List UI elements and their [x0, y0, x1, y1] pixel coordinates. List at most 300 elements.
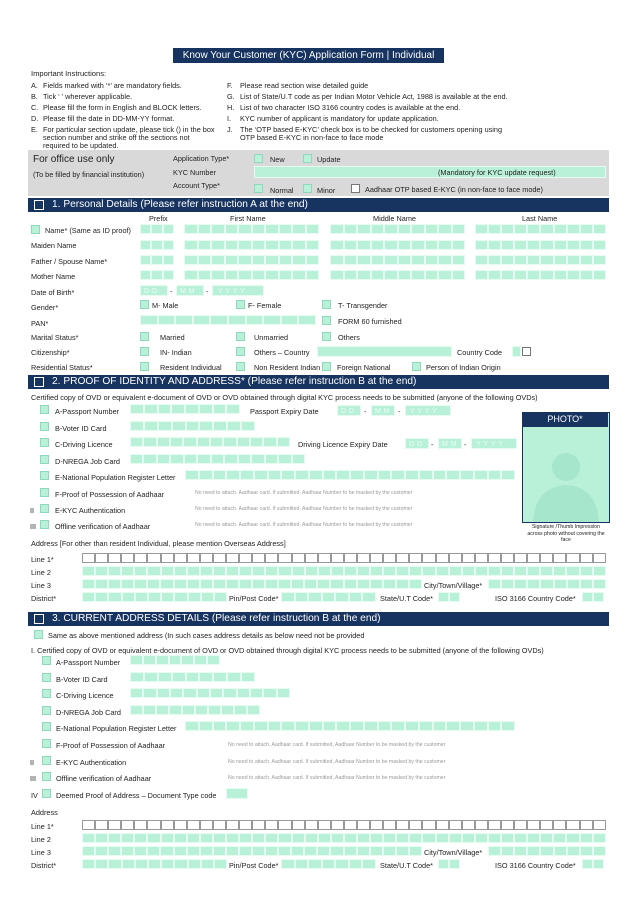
char-cell[interactable] — [330, 240, 344, 250]
char-cell[interactable] — [391, 721, 405, 731]
char-cell[interactable] — [263, 437, 276, 447]
char-cell[interactable] — [201, 859, 214, 869]
char-cell[interactable] — [322, 592, 336, 602]
curr-line1-input[interactable] — [82, 820, 606, 830]
char-cell[interactable] — [593, 240, 606, 250]
char-cell[interactable] — [433, 470, 447, 480]
char-cell[interactable] — [130, 421, 144, 431]
char-cell[interactable] — [238, 454, 251, 464]
first-name-input[interactable] — [184, 224, 319, 234]
char-cell[interactable] — [174, 566, 187, 576]
char-cell[interactable] — [593, 553, 606, 563]
char-cell[interactable] — [158, 404, 172, 414]
char-cell[interactable] — [156, 705, 169, 715]
char-cell[interactable] — [161, 820, 174, 830]
char-cell[interactable] — [364, 721, 378, 731]
char-cell[interactable] — [344, 553, 357, 563]
char-cell[interactable] — [187, 846, 200, 856]
char-cell[interactable] — [331, 820, 344, 830]
char-cell[interactable] — [554, 240, 567, 250]
curr-driving-licence-checkbox[interactable] — [42, 689, 51, 698]
char-cell[interactable] — [252, 553, 265, 563]
char-cell[interactable] — [323, 470, 337, 480]
npr-checkbox[interactable] — [40, 471, 49, 480]
char-cell[interactable] — [158, 421, 172, 431]
married-checkbox[interactable] — [140, 332, 149, 341]
char-cell[interactable] — [344, 833, 357, 843]
char-cell[interactable] — [449, 859, 460, 869]
char-cell[interactable] — [223, 437, 236, 447]
curr-voter-id-checkbox[interactable] — [42, 673, 51, 682]
char-cell[interactable] — [147, 846, 160, 856]
char-cell[interactable] — [201, 592, 214, 602]
char-cell[interactable] — [108, 592, 121, 602]
char-cell[interactable] — [433, 721, 447, 731]
char-cell[interactable] — [251, 454, 264, 464]
char-cell[interactable] — [331, 833, 344, 843]
char-cell[interactable] — [305, 553, 318, 563]
char-cell[interactable] — [593, 846, 606, 856]
char-cell[interactable] — [425, 255, 439, 265]
char-cell[interactable] — [265, 820, 278, 830]
char-cell[interactable] — [95, 592, 108, 602]
char-cell[interactable] — [200, 833, 213, 843]
char-cell[interactable] — [227, 672, 241, 682]
char-cell[interactable] — [384, 255, 398, 265]
char-cell[interactable] — [514, 224, 527, 234]
char-cell[interactable] — [446, 470, 460, 480]
char-cell[interactable] — [593, 592, 604, 602]
char-cell[interactable] — [213, 404, 227, 414]
middle-name-input[interactable] — [330, 224, 465, 234]
char-cell[interactable] — [265, 224, 279, 234]
char-cell[interactable] — [554, 270, 567, 280]
curr-nrega-checkbox[interactable] — [42, 706, 51, 715]
char-cell[interactable] — [252, 833, 265, 843]
char-cell[interactable] — [239, 579, 252, 589]
char-cell[interactable] — [279, 255, 293, 265]
char-cell[interactable] — [95, 846, 108, 856]
char-cell[interactable] — [488, 470, 502, 480]
char-cell[interactable] — [279, 270, 293, 280]
char-cell[interactable] — [250, 688, 263, 698]
char-cell[interactable] — [462, 833, 475, 843]
char-cell[interactable] — [143, 705, 156, 715]
char-cell[interactable] — [425, 240, 439, 250]
char-cell[interactable] — [475, 224, 488, 234]
char-cell[interactable] — [335, 859, 349, 869]
char-cell[interactable] — [265, 579, 278, 589]
deemed-checkbox[interactable] — [42, 789, 51, 798]
indian-checkbox[interactable] — [140, 347, 149, 356]
char-cell[interactable] — [580, 240, 593, 250]
char-cell[interactable] — [239, 566, 252, 576]
first-name-input[interactable] — [184, 255, 319, 265]
char-cell[interactable] — [291, 579, 304, 589]
char-cell[interactable] — [501, 553, 514, 563]
char-cell[interactable] — [383, 553, 396, 563]
char-cell[interactable] — [554, 846, 567, 856]
char-cell[interactable] — [200, 579, 213, 589]
char-cell[interactable] — [121, 553, 134, 563]
transgender-checkbox[interactable] — [322, 300, 331, 309]
char-cell[interactable] — [121, 566, 134, 576]
char-cell[interactable] — [438, 859, 449, 869]
char-cell[interactable] — [488, 566, 501, 576]
char-cell[interactable] — [265, 833, 278, 843]
char-cell[interactable] — [134, 579, 147, 589]
char-cell[interactable] — [254, 470, 268, 480]
char-cell[interactable] — [198, 240, 212, 250]
last-name-input[interactable] — [475, 240, 606, 250]
char-cell[interactable] — [308, 859, 322, 869]
char-cell[interactable] — [281, 592, 295, 602]
char-cell[interactable] — [567, 240, 580, 250]
char-cell[interactable] — [278, 566, 291, 576]
char-cell[interactable] — [134, 553, 147, 563]
char-cell[interactable] — [422, 820, 435, 830]
char-cell[interactable] — [174, 846, 187, 856]
char-cell[interactable] — [279, 240, 293, 250]
char-cell[interactable] — [163, 255, 174, 265]
char-cell[interactable] — [82, 820, 95, 830]
char-cell[interactable] — [238, 270, 252, 280]
char-cell[interactable] — [170, 437, 183, 447]
char-cell[interactable] — [350, 721, 364, 731]
char-cell[interactable] — [501, 240, 514, 250]
char-cell[interactable] — [239, 820, 252, 830]
char-cell[interactable] — [335, 592, 349, 602]
char-cell[interactable] — [130, 655, 143, 665]
char-cell[interactable] — [446, 721, 460, 731]
curr-pin-input[interactable] — [281, 859, 376, 869]
char-cell[interactable] — [239, 553, 252, 563]
char-cell[interactable] — [396, 833, 409, 843]
char-cell[interactable] — [318, 553, 331, 563]
char-cell[interactable] — [241, 421, 255, 431]
char-cell[interactable] — [411, 240, 425, 250]
char-cell[interactable] — [225, 255, 239, 265]
char-cell[interactable] — [580, 833, 593, 843]
char-cell[interactable] — [108, 553, 121, 563]
char-cell[interactable] — [183, 437, 196, 447]
curr-state-input[interactable] — [438, 859, 460, 869]
char-cell[interactable] — [383, 820, 396, 830]
char-cell[interactable] — [462, 553, 475, 563]
char-cell[interactable] — [582, 592, 593, 602]
char-cell[interactable] — [225, 224, 239, 234]
char-cell[interactable] — [161, 833, 174, 843]
char-cell[interactable] — [553, 833, 566, 843]
char-cell[interactable] — [488, 255, 501, 265]
char-cell[interactable] — [488, 553, 501, 563]
char-cell[interactable] — [281, 859, 295, 869]
char-cell[interactable] — [171, 404, 185, 414]
curr-npr-input[interactable] — [185, 721, 515, 731]
char-cell[interactable] — [278, 820, 291, 830]
curr-ekyc-checkbox[interactable] — [42, 756, 51, 765]
dl-expiry-dd[interactable] — [405, 438, 429, 449]
char-cell[interactable] — [226, 846, 239, 856]
char-cell[interactable] — [207, 655, 220, 665]
char-cell[interactable] — [317, 846, 330, 856]
char-cell[interactable] — [449, 820, 462, 830]
char-cell[interactable] — [199, 404, 213, 414]
char-cell[interactable] — [210, 688, 223, 698]
char-cell[interactable] — [265, 846, 278, 856]
char-cell[interactable] — [488, 270, 501, 280]
char-cell[interactable] — [198, 224, 212, 234]
char-cell[interactable] — [370, 846, 383, 856]
char-cell[interactable] — [213, 470, 227, 480]
char-cell[interactable] — [452, 240, 466, 250]
char-cell[interactable] — [411, 270, 425, 280]
char-cell[interactable] — [134, 846, 147, 856]
char-cell[interactable] — [226, 566, 239, 576]
char-cell[interactable] — [163, 270, 174, 280]
char-cell[interactable] — [318, 566, 331, 576]
char-cell[interactable] — [344, 579, 357, 589]
char-cell[interactable] — [308, 592, 322, 602]
char-cell[interactable] — [130, 688, 143, 698]
char-cell[interactable] — [540, 820, 553, 830]
char-cell[interactable] — [292, 454, 305, 464]
char-cell[interactable] — [306, 255, 320, 265]
char-cell[interactable] — [409, 846, 422, 856]
char-cell[interactable] — [593, 833, 606, 843]
char-cell[interactable] — [462, 820, 475, 830]
char-cell[interactable] — [250, 437, 263, 447]
char-cell[interactable] — [593, 224, 606, 234]
char-cell[interactable] — [378, 721, 392, 731]
char-cell[interactable] — [277, 437, 290, 447]
char-cell[interactable] — [265, 240, 279, 250]
char-cell[interactable] — [501, 820, 514, 830]
char-cell[interactable] — [398, 270, 412, 280]
char-cell[interactable] — [292, 566, 305, 576]
char-cell[interactable] — [252, 820, 265, 830]
char-cell[interactable] — [226, 833, 239, 843]
char-cell[interactable] — [357, 224, 371, 234]
char-cell[interactable] — [238, 224, 252, 234]
char-cell[interactable] — [95, 859, 108, 869]
char-cell[interactable] — [144, 421, 158, 431]
perm-line3-input[interactable] — [82, 579, 422, 589]
npr-input[interactable] — [185, 470, 515, 480]
char-cell[interactable] — [161, 553, 174, 563]
char-cell[interactable] — [174, 859, 187, 869]
char-cell[interactable] — [226, 820, 239, 830]
char-cell[interactable] — [130, 705, 143, 715]
middle-name-input[interactable] — [330, 255, 465, 265]
char-cell[interactable] — [157, 437, 170, 447]
char-cell[interactable] — [566, 833, 579, 843]
char-cell[interactable] — [156, 655, 169, 665]
char-cell[interactable] — [438, 270, 452, 280]
char-cell[interactable] — [514, 240, 527, 250]
char-cell[interactable] — [225, 270, 239, 280]
char-cell[interactable] — [396, 553, 409, 563]
char-cell[interactable] — [540, 255, 553, 265]
char-cell[interactable] — [187, 566, 200, 576]
char-cell[interactable] — [130, 454, 143, 464]
char-cell[interactable] — [398, 240, 412, 250]
char-cell[interactable] — [82, 579, 95, 589]
char-cell[interactable] — [362, 592, 376, 602]
char-cell[interactable] — [147, 553, 160, 563]
char-cell[interactable] — [82, 592, 95, 602]
char-cell[interactable] — [292, 270, 306, 280]
country-code-2[interactable] — [522, 347, 531, 356]
perm-iso-input[interactable] — [582, 592, 604, 602]
char-cell[interactable] — [567, 270, 580, 280]
char-cell[interactable] — [318, 820, 331, 830]
char-cell[interactable] — [265, 255, 279, 265]
char-cell[interactable] — [540, 566, 553, 576]
char-cell[interactable] — [514, 579, 527, 589]
char-cell[interactable] — [405, 721, 419, 731]
char-cell[interactable] — [108, 579, 121, 589]
char-cell[interactable] — [223, 688, 236, 698]
char-cell[interactable] — [501, 224, 514, 234]
driving-licence-checkbox[interactable] — [40, 438, 49, 447]
aadhaar-checkbox[interactable] — [40, 488, 49, 497]
char-cell[interactable] — [580, 566, 593, 576]
others-marital-checkbox[interactable] — [322, 332, 331, 341]
char-cell[interactable] — [184, 224, 198, 234]
char-cell[interactable] — [240, 721, 254, 731]
char-cell[interactable] — [211, 255, 225, 265]
char-cell[interactable] — [198, 255, 212, 265]
char-cell[interactable] — [409, 833, 422, 843]
char-cell[interactable] — [140, 224, 151, 234]
last-name-input[interactable] — [475, 255, 606, 265]
char-cell[interactable] — [187, 579, 200, 589]
char-cell[interactable] — [247, 705, 260, 715]
char-cell[interactable] — [121, 579, 134, 589]
char-cell[interactable] — [422, 553, 435, 563]
char-cell[interactable] — [409, 553, 422, 563]
char-cell[interactable] — [344, 846, 357, 856]
char-cell[interactable] — [199, 721, 213, 731]
char-cell[interactable] — [188, 592, 201, 602]
middle-name-input[interactable] — [330, 270, 465, 280]
char-cell[interactable] — [208, 705, 221, 715]
char-cell[interactable] — [210, 437, 223, 447]
char-cell[interactable] — [527, 270, 540, 280]
char-cell[interactable] — [148, 592, 161, 602]
new-checkbox[interactable] — [254, 154, 263, 163]
char-cell[interactable] — [226, 553, 239, 563]
char-cell[interactable] — [170, 454, 183, 464]
char-cell[interactable] — [357, 553, 370, 563]
char-cell[interactable] — [108, 846, 121, 856]
char-cell[interactable] — [567, 255, 580, 265]
char-cell[interactable] — [292, 240, 306, 250]
char-cell[interactable] — [121, 833, 134, 843]
voter-id-input[interactable] — [130, 421, 255, 431]
char-cell[interactable] — [239, 846, 252, 856]
prefix-input[interactable] — [140, 270, 174, 280]
first-name-input[interactable] — [184, 270, 319, 280]
char-cell[interactable] — [580, 553, 593, 563]
char-cell[interactable] — [108, 859, 121, 869]
char-cell[interactable] — [488, 721, 502, 731]
char-cell[interactable] — [161, 592, 174, 602]
char-cell[interactable] — [252, 846, 265, 856]
char-cell[interactable] — [188, 859, 201, 869]
char-cell[interactable] — [475, 255, 488, 265]
char-cell[interactable] — [306, 270, 320, 280]
char-cell[interactable] — [370, 579, 383, 589]
char-cell[interactable] — [240, 470, 254, 480]
aadhaar-otp-checkbox[interactable] — [351, 184, 360, 193]
char-cell[interactable] — [181, 655, 194, 665]
section-3-checkbox[interactable] — [34, 614, 44, 624]
char-cell[interactable] — [452, 224, 466, 234]
char-cell[interactable] — [187, 833, 200, 843]
last-name-input[interactable] — [475, 270, 606, 280]
curr-driving-licence-input[interactable] — [130, 688, 290, 698]
char-cell[interactable] — [371, 224, 385, 234]
char-cell[interactable] — [121, 846, 134, 856]
char-cell[interactable] — [580, 224, 593, 234]
char-cell[interactable] — [422, 566, 435, 576]
char-cell[interactable] — [199, 421, 213, 431]
char-cell[interactable] — [566, 566, 579, 576]
char-cell[interactable] — [364, 470, 378, 480]
char-cell[interactable] — [318, 833, 331, 843]
nrega-checkbox[interactable] — [40, 455, 49, 464]
pio-checkbox[interactable] — [412, 362, 421, 371]
char-cell[interactable] — [197, 454, 210, 464]
char-cell[interactable] — [488, 224, 501, 234]
curr-passport-checkbox[interactable] — [42, 656, 51, 665]
char-cell[interactable] — [82, 553, 95, 563]
char-cell[interactable] — [419, 721, 433, 731]
char-cell[interactable] — [265, 454, 278, 464]
char-cell[interactable] — [452, 270, 466, 280]
char-cell[interactable] — [580, 255, 593, 265]
char-cell[interactable] — [475, 566, 488, 576]
country-input[interactable] — [317, 346, 452, 357]
char-cell[interactable] — [140, 240, 151, 250]
char-cell[interactable] — [344, 240, 358, 250]
char-cell[interactable] — [344, 224, 358, 234]
perm-line2-input[interactable] — [82, 566, 606, 576]
section-1-checkbox[interactable] — [34, 200, 44, 210]
char-cell[interactable] — [475, 833, 488, 843]
char-cell[interactable] — [237, 437, 250, 447]
char-cell[interactable] — [213, 833, 226, 843]
char-cell[interactable] — [304, 846, 317, 856]
char-cell[interactable] — [185, 404, 199, 414]
last-name-input[interactable] — [475, 224, 606, 234]
char-cell[interactable] — [540, 270, 553, 280]
char-cell[interactable] — [184, 270, 198, 280]
char-cell[interactable] — [501, 721, 515, 731]
char-cell[interactable] — [336, 470, 350, 480]
char-cell[interactable] — [213, 553, 226, 563]
char-cell[interactable] — [553, 566, 566, 576]
char-cell[interactable] — [185, 470, 199, 480]
char-cell[interactable] — [200, 820, 213, 830]
char-cell[interactable] — [357, 820, 370, 830]
char-cell[interactable] — [278, 553, 291, 563]
name-checkbox[interactable] — [31, 225, 40, 234]
prefix-input[interactable] — [140, 224, 174, 234]
nrega-input[interactable] — [130, 454, 305, 464]
